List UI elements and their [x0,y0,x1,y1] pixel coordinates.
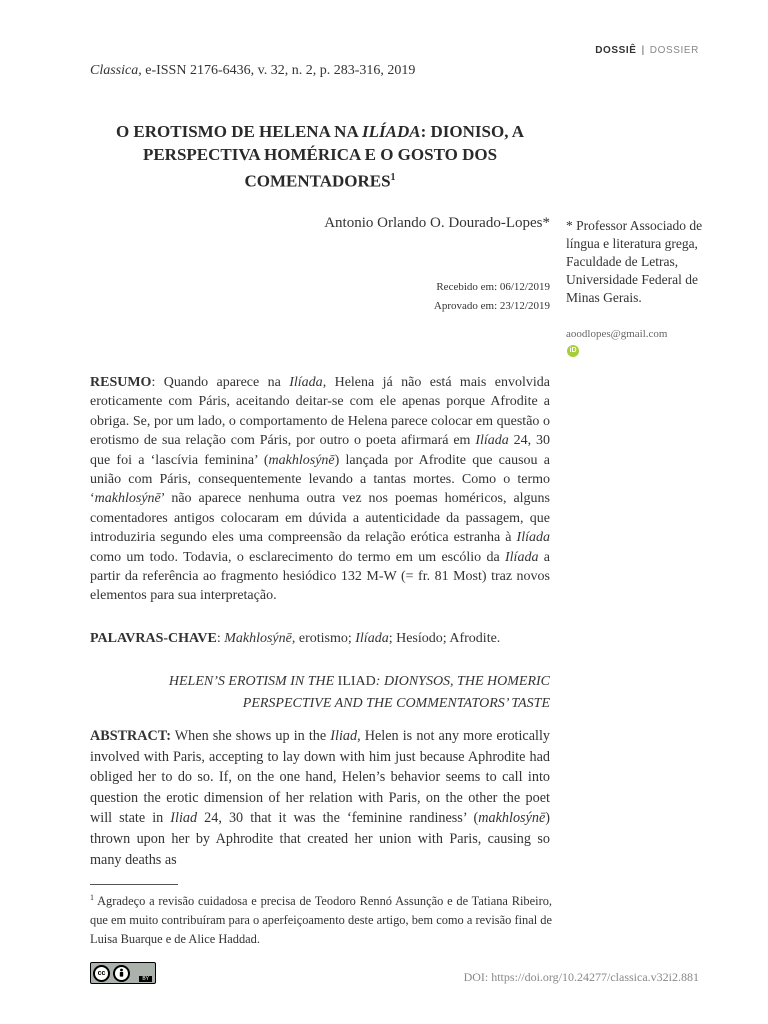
section-separator: | [641,45,645,56]
cc-icon: cc [93,965,110,982]
section-label-en: DOSSIER [649,45,699,56]
footnote-divider [90,884,178,885]
by-person-icon [113,965,130,982]
footnote [90,888,552,949]
resumo-label: RESUMO [90,375,152,390]
author-email-link[interactable]: aoodlopes@gmail.com [566,328,668,340]
abstract-paragraph: ABSTRACT: When she shows up in the Iliad, Helen is not any more erotically involved with Paris, accepting to lay down with him just because Aphrodite had obliged her to do so. If, on the one hand, Helen’s behavior seems to call into question the erotic dimension of her relation with Paris, on the other the poet will state in Iliad 24, 30 that it was the ‘feminine randiness’ (makhlosýnē) thrown upon her by Aphrodite that created her union with Paris, causing so many deaths as [90,728,550,868]
submission-dates [434,278,550,316]
section-label-pt: DOSSIÊ [595,45,637,56]
footnote-mark: 1 [90,893,94,902]
keywords-line: PALAVRAS-CHAVE: Makhlosýnē, erotismo; Ilíada; Hesíodo; Afrodite. [90,631,501,646]
received-date: Recebido em: 06/12/2019 [436,281,550,293]
footnote-text: Agradeço a revisão cuidadosa e precisa de Teodoro Rennó Assunção e de Tatiana Ribeiro, que em muito contribuíram para o aperfeiçoamento deste artigo, bem como a revisão final de Luisa Buarque e de Alice Haddad. [90,894,552,947]
orcid-icon[interactable]: iD [567,345,579,357]
cc-by-license-icon[interactable] [90,962,156,984]
title-text-2: : DIONISO, A PERSPECTIVA HOMÉRICA E O GOSTO DOS COMENTADORES [142,122,525,191]
journal-details: , e-ISSN 2176-6436, v. 32, n. 2, p. 283-316, 2019 [138,63,416,78]
journal-citation [90,63,415,79]
section-label [595,45,699,56]
title-italic: ILÍADA [362,122,421,141]
title-text-1: O EROTISMO DE HELENA NA [115,122,363,141]
english-title: HELEN’S EROTISM IN THE ILIAD: DIONYSOS, THE HOMERIC PERSPECTIVE AND THE COMMENTATORS’ TASTE [168,674,550,711]
author-name: Antonio Orlando O. Dourado-Lopes* [324,215,550,231]
abstract-label: ABSTRACT: [90,728,171,744]
author-affiliation-note: * Professor Associado de língua e literatura grega, Faculdade de Letras, Universidade Federal de Minas Gerais. [566,218,703,305]
doi-link[interactable]: DOI: https://doi.org/10.24277/classica.v32i2.881 [463,970,699,984]
resumo-paragraph: RESUMO: Quando aparece na Ilíada, Helena já não está mais envolvida eroticamente com Páris, aceitando deitar-se com ele apenas porque Afrodite a obriga. Se, por um lado, o comportamento de Helena parece colocar em questão o erotismo de sua relação com Páris, por outro o poeta afirmará em Ilíada 24, 30 que foi a ‘lascívia feminina’ (makhlosýnē) lançada por Afrodite que causou a união com Páris, consequentemente levando a tantas mortes. Como o termo ‘makhlosýnē’ não aparece nenhuma outra vez nos poemas homéricos, alguns comentadores antigos colocaram em dúvida a autenticidade da passagem, que introduziria segundo eles uma compreensão da relação erótica estranha à Ilíada como um todo. Todavia, o esclarecimento do termo em um escólio da Ilíada a partir da referência ao fragmento hesiódico 132 M-W (= fr. 81 Most) traz novos elementos para sua interpretação. [90,375,551,604]
keywords-label: PALAVRAS-CHAVE [90,631,217,646]
article-title [90,120,550,193]
title-footnote-mark[interactable]: 1 [390,172,396,183]
approved-date: Aprovado em: 23/12/2019 [433,300,550,312]
by-label: BY [139,976,152,982]
journal-name: Classica [90,63,139,78]
